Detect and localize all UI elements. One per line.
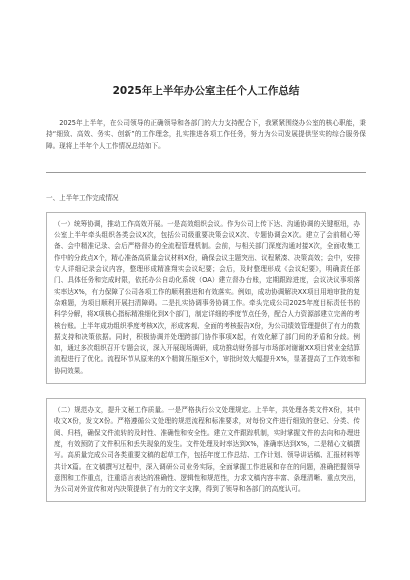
section-divider [46,172,366,173]
item-box-documents [46,398,366,502]
intro-paragraph: 2025年上半年，在公司领导的正确领导和各部门的大力支持配合下，我紧紧围绕办公室的核心职能，秉持“细致、高效、务实、创新”的工作理念，扎实推进各项工作任务，努力为公司发展提供坚实的综合服务保障。现将上半年个人工作情况总结如下。 [46,119,366,150]
document-title: 2025年上半年办公室主任个人工作总结 [112,85,300,97]
section-heading: 一、上半年工作完成情况 [46,193,119,202]
item-paragraph-coordination: （一）统筹协调，推动工作高效开展。一是高效组织会议。作为公司上传下达、沟通协调的关键枢纽，办公室上半年牵头组织各类会议X次，包括公司级重要决策会议X次、专题协调会X次。建立了会前精心筹备、会中精准记录、会后严格督办的全流程管理机制。会前，与相关部门深度沟通对接X次，全面收集工作中的分歧点X个，精心准备高质量会议材料X份，确保会议主题突出、议程紧凑、决策高效；会中，安排专人详细记录会议内容，整理形成精准翔实会议纪要；会后，及时整理形成《会议纪要》，明确责任部门、具体任务和完成时限，依托办公自动化系统（OA）建立督办台账，定期跟踪进度，会议决议事项落实率达X%，有力保障了公司各项工作的顺利推进和有效落实。例如，成功协调解决XX项目用地审批的复杂难题，为项目顺利开展扫清障碍。二是扎实协调事务协调工作。牵头完成公司2025年度目标责任书的科学分解，将X项核心指标精准细化到X个部门，制定详细的季度节点任务，配合人力资源部建立完善的考核台账。上半年成功组织季度考核X次，形成客观、全面的考核报告X份，为公司绩效管理提供了有力的数据支持和决策依据。同时，积极协调并处理跨部门协作事项X起，有效化解了部门间的矛盾和分歧。例如，通过多次组织召开专题会议，深入开展现场调研，成功推动财务部与市场部对谢谢XX项目营业金结算流程进行了优化。流程环节从原来的X个精简压缩至X个，审批时效大幅提升X%，显著提高了工作效率和协同效果。 [54,219,360,375]
item-paragraph-documents: （二）规范办文，提升文秘工作质量。一是严格执行公文处理规定。上半年，共处理各类文件X份，其中收文X份，发文X份。严格遵循公文处理的规范流程和标准要求，对每份文件进行细致的登记、分类、传阅、归档，确保文件流转的及时性、准确性和安全性。建立文件跟踪机制，实时掌握文件的去向和办理进度，有效预防了文件积压和丢失现象的发生。文件处理及时率达到X%，准确率达到X%，二是精心文稿撰写。高质量完成公司各类重要文稿的起草工作，包括年度工作总结、工作计划、领导讲话稿、汇报材料等共计X篇。在文稿撰写过程中，深入调研公司业务实际，全面掌握工作进展和存在的问题，准确把握领导意图和工作重点，注重语言表达的准确性、逻辑性和规范性，力求文稿内容丰富、条理清晰、重点突出，为公司对外宣传和对内决策提供了有力的文字支撑，得到了领导和各部门的高度认可。 [54,406,360,494]
item-box-coordination [46,212,366,384]
